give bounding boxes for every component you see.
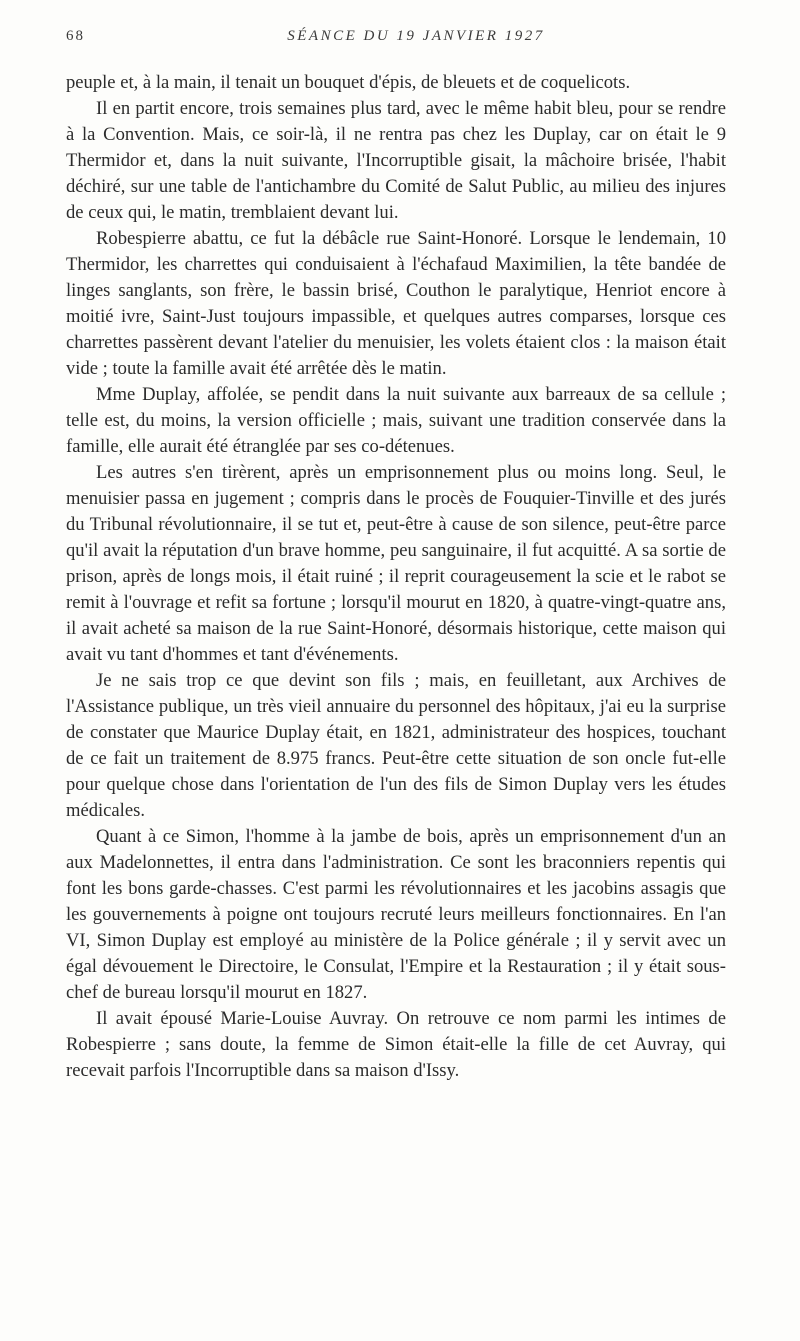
- paragraph: Les autres s'en tirèrent, après un emprisonnement plus ou moins long. Seul, le menuisier passa en jugement ; compris dans le procès de Fouquier-Tinville et des jurés du Tribunal révolutionnaire, il se tut et, peut-être à cause de son silence, peut-être parce qu'il avait la réputation d'un brave homme, peu sanguinaire, il fut acquitté. A sa sortie de prison, après de longs mois, il était ruiné ; il reprit courageusement la scie et le rabot se remit à l'ouvrage et refit sa fortune ; lorsqu'il mourut en 1820, à quatre-vingt-quatre ans, il avait acheté sa maison de la rue Saint-Honoré, désormais historique, cette maison qui avait vu tant d'hommes et tant d'événements.: [66, 462, 726, 665]
- page-number: 68: [66, 28, 85, 44]
- paragraph: Il avait épousé Marie-Louise Auvray. On retrouve ce nom parmi les intimes de Robespierre ; sans doute, la femme de Simon était-elle la fille de cet Auvray, qui recevait parfois l'Incorruptible dans sa maison d'Issy.: [66, 1008, 726, 1081]
- paragraph: Robespierre abattu, ce fut la débâcle rue Saint-Honoré. Lorsque le lendemain, 10 Thermidor, les charrettes qui conduisaient à l'échafaud Maximilien, la tête bandée de linges sanglants, son frère, le bassin brisé, Couthon le paralytique, Henriot encore à moitié ivre, Saint-Just toujours impassible, et quelques autres comparses, lorsque ces charrettes passèrent devant l'atelier du menuisier, les volets étaient clos : la maison était vide ; toute la famille avait été arrêtée dès le matin.: [66, 228, 726, 379]
- paragraph: Mme Duplay, affolée, se pendit dans la nuit suivante aux barreaux de sa cellule ; telle est, du moins, la version officielle ; mais, suivant une tradition conservée dans la famille, elle aurait été étranglée par ses co-détenues.: [66, 384, 726, 457]
- paragraph: Il en partit encore, trois semaines plus tard, avec le même habit bleu, pour se rendre à la Convention. Mais, ce soir-là, il ne rentra pas chez les Duplay, car on était le 9 Thermidor et, dans la nuit suivante, l'Incorruptible gisait, la mâchoire brisée, l'habit déchiré, sur une table de l'antichambre du Comité de Salut Public, au milieu des injures de ceux qui, le matin, tremblaient devant lui.: [66, 98, 726, 223]
- body-text: [66, 70, 726, 1084]
- running-head: [66, 28, 726, 50]
- paragraph: Quant à ce Simon, l'homme à la jambe de bois, après un emprisonnement d'un an aux Madelonnettes, il entra dans l'administration. Ce sont les braconniers repentis qui font les bons garde-chasses. C'est parmi les révolutionnaires et les jacobins assagis que les gouvernements à poigne ont toujours recruté leurs meilleurs fonctionnaires. En l'an VI, Simon Duplay est employé au ministère de la Police générale ; il y servit avec un égal dévouement le Directoire, le Consulat, l'Empire et la Restauration ; il y était sous-chef de bureau lorsqu'il mourut en 1827.: [66, 826, 726, 1003]
- running-title: SÉANCE DU 19 JANVIER 1927: [287, 28, 545, 44]
- paragraph-continuation: peuple et, à la main, il tenait un bouquet d'épis, de bleuets et de coquelicots.: [66, 72, 631, 93]
- paragraph: Je ne sais trop ce que devint son fils ; mais, en feuilletant, aux Archives de l'Assistance publique, un très vieil annuaire du personnel des hôpitaux, j'ai eu la surprise de constater que Maurice Duplay était, en 1821, administrateur des hospices, touchant de ce fait un traitement de 8.975 francs. Peut-être cette situation de son oncle fut-elle pour quelque chose dans l'orientation de l'un des fils de Simon Duplay vers les études médicales.: [66, 670, 726, 821]
